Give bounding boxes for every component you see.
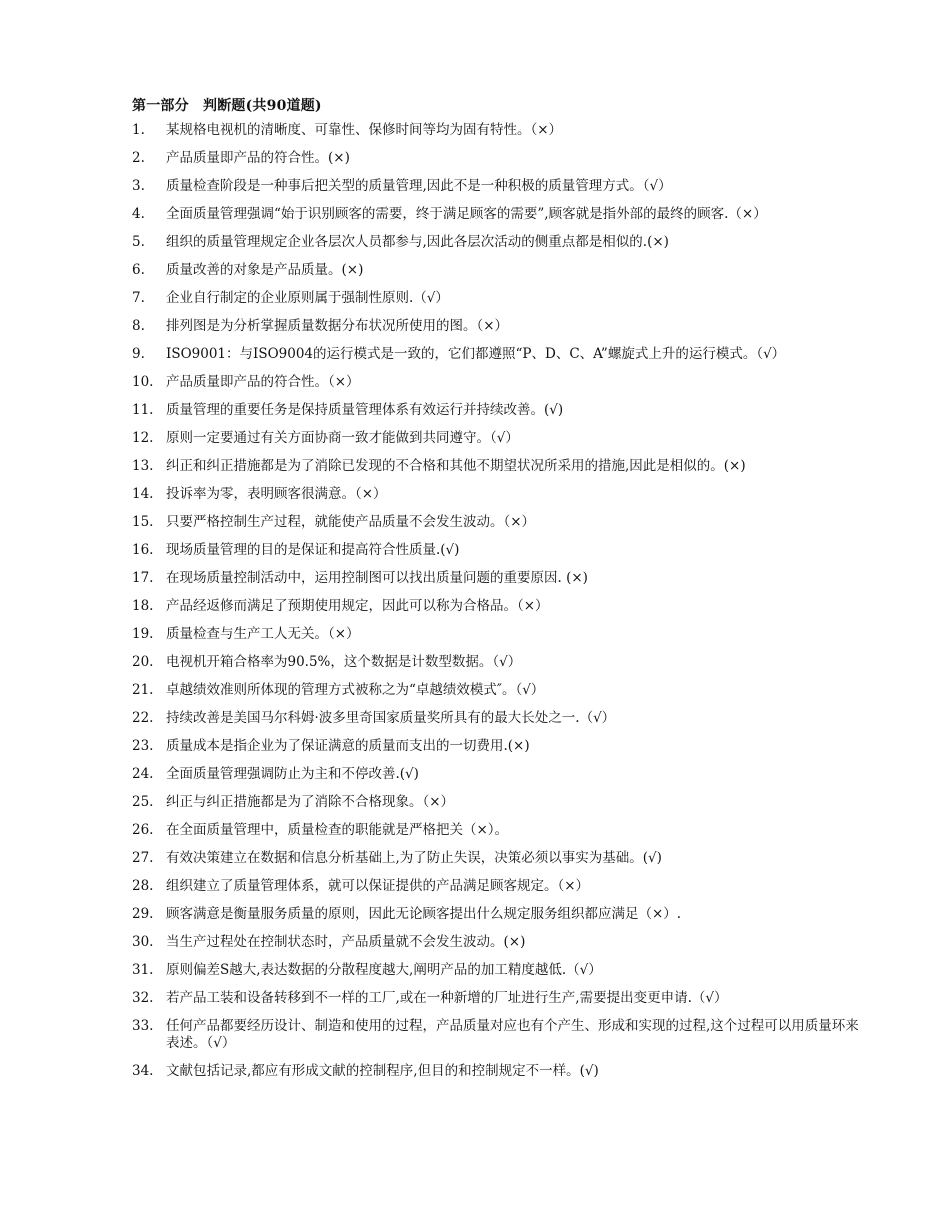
question-text: 原则偏差S越大,表达数据的分散程度越大,阐明产品的加工精度越低.（√） <box>166 962 602 978</box>
question-item <box>132 878 870 895</box>
question-item <box>132 514 870 531</box>
question-text: 质量成本是指企业为了保证满意的质量而支出的一切费用.(×) <box>166 738 530 754</box>
question-text: 顾客满意是衡量服务质量的原则，因此无论顾客提出什么规定服务组织都应满足（×）. <box>166 906 682 922</box>
question-text: 质量检查与生产工人无关。（×） <box>166 626 360 642</box>
question-number: 31. <box>132 962 154 978</box>
question-item <box>132 682 870 699</box>
question-text: 文献包括记录,都应有形成文献的控制程序,但目的和控制规定不一样。(√) <box>166 1063 599 1079</box>
question-number: 33. <box>132 1018 154 1034</box>
question-text: 质量管理的重要任务是保持质量管理体系有效运行并持续改善。(√) <box>166 402 564 418</box>
question-text: 某规格电视机的清晰度、可靠性、保修时间等均为固有特性。（×） <box>166 122 563 138</box>
question-text: 质量改善的对象是产品质量。(×) <box>166 262 364 278</box>
question-text: 组织建立了质量管理体系，就可以保证提供的产品满足顾客规定。（×） <box>166 878 590 894</box>
question-text: 原则一定要通过有关方面协商一致才能做到共同遵守。（√） <box>166 430 519 446</box>
question-text: 任何产品都要经历设计、制造和使用的过程，产品质量对应也有个产生、形成和实现的过程,这个过程可以用质量环来表述。（√） <box>166 1018 859 1051</box>
question-text: 当生产过程处在控制状态时，产品质量就不会发生波动。(×) <box>166 934 526 950</box>
question-text: 产品质量即产品的符合性。（×） <box>166 374 360 390</box>
question-number: 3. <box>132 178 145 194</box>
question-text: 卓越绩效准则所体现的管理方式被称之为“卓越绩效模式″。（√） <box>166 682 545 698</box>
question-text: 产品经返修而满足了预期使用规定，因此可以称为合格品。（×） <box>166 598 549 614</box>
question-item <box>132 458 870 475</box>
question-number: 8. <box>132 318 145 334</box>
question-text: 电视机开箱合格率为90.5%，这个数据是计数型数据。（√） <box>166 654 522 670</box>
question-text: ISO9001：与ISO9004的运行模式是一致的，它们都遵照“P、D、C、A”螺旋式上升的运行模式。（√） <box>166 346 786 362</box>
question-number: 22. <box>132 710 154 726</box>
question-text: 在现场质量控制活动中，运用控制图可以找出质量问题的重要原因. (×) <box>166 570 588 586</box>
question-number: 30. <box>132 934 154 950</box>
question-number: 11. <box>132 402 154 418</box>
question-number: 1. <box>132 122 145 138</box>
question-text: 全面质量管理强调防止为主和不停改善.(√) <box>166 766 419 782</box>
question-text: 在全面质量管理中，质量检查的职能就是严格把关（×）。 <box>166 822 509 838</box>
question-text: 产品质量即产品的符合性。(×) <box>166 150 350 166</box>
question-number: 7. <box>132 290 145 306</box>
question-text: 组织的质量管理规定企业各层次人员都参与,因此各层次活动的侧重点都是相似的.(×) <box>166 234 669 250</box>
question-text: 若产品工装和设备转移到不一样的工厂,或在一种新增的厂址进行生产,需要提出变更申请.（√） <box>166 990 728 1006</box>
question-text: 纠正与纠正措施都是为了消除不合格现象。（×） <box>166 794 455 810</box>
question-text: 持续改善是美国马尔科姆·波多里奇国家质量奖所具有的最大长处之一.（√） <box>166 710 616 726</box>
question-item <box>132 486 870 503</box>
question-item <box>132 234 870 251</box>
question-number: 19. <box>132 626 154 642</box>
question-item <box>132 626 870 643</box>
question-number: 29. <box>132 906 154 922</box>
question-item <box>132 346 870 363</box>
question-item <box>132 962 870 979</box>
question-text: 只要严格控制生产过程，就能使产品质量不会发生波动。（×） <box>166 514 536 530</box>
question-item <box>132 570 870 587</box>
question-item <box>132 542 870 559</box>
question-item <box>132 990 870 1007</box>
question-item <box>132 1018 870 1052</box>
question-text: 纠正和纠正措施都是为了消除已发现的不合格和其他不期望状况所采用的措施,因此是相似的。(×) <box>166 458 746 474</box>
question-text: 企业自行制定的企业原则属于强制性原则.（√） <box>166 290 449 306</box>
question-text: 投诉率为零，表明顾客很满意。（×） <box>166 486 387 502</box>
question-item <box>132 1063 870 1080</box>
question-item <box>132 738 870 755</box>
question-item <box>132 598 870 615</box>
question-item <box>132 794 870 811</box>
question-item <box>132 710 870 727</box>
question-text: 质量检查阶段是一种事后把关型的质量管理,因此不是一种积极的质量管理方式。（√） <box>166 178 672 194</box>
question-number: 32. <box>132 990 154 1006</box>
question-number: 26. <box>132 822 154 838</box>
question-item <box>132 906 870 923</box>
question-number: 15. <box>132 514 154 530</box>
question-number: 10. <box>132 374 154 390</box>
question-number: 12. <box>132 430 154 446</box>
question-list <box>132 122 870 1080</box>
question-text: 排列图是为分析掌握质量数据分布状况所使用的图。（×） <box>166 318 509 334</box>
question-item <box>132 822 870 839</box>
question-item <box>132 402 870 419</box>
question-item <box>132 262 870 279</box>
question-number: 34. <box>132 1063 154 1079</box>
question-item <box>132 374 870 391</box>
question-number: 27. <box>132 850 154 866</box>
question-item <box>132 850 870 867</box>
question-number: 28. <box>132 878 154 894</box>
question-number: 23. <box>132 738 154 754</box>
question-text: 现场质量管理的目的是保证和提高符合性质量.(√) <box>166 542 460 558</box>
question-number: 14. <box>132 486 154 502</box>
question-item <box>132 766 870 783</box>
question-item <box>132 430 870 447</box>
question-number: 2. <box>132 150 145 166</box>
question-item <box>132 318 870 335</box>
question-number: 25. <box>132 794 154 810</box>
question-number: 16. <box>132 542 154 558</box>
question-item <box>132 178 870 195</box>
question-item <box>132 290 870 307</box>
question-text: 全面质量管理强调“始于识别顾客的需要，终于满足顾客的需要”,顾客就是指外部的最终的顾客.（×） <box>166 206 767 222</box>
question-number: 4. <box>132 206 145 222</box>
question-number: 17. <box>132 570 154 586</box>
question-number: 24. <box>132 766 154 782</box>
question-item <box>132 122 870 139</box>
question-number: 13. <box>132 458 154 474</box>
question-item <box>132 934 870 951</box>
question-text: 有效决策建立在数据和信息分析基础上,为了防止失误，决策必须以事实为基础。(√) <box>166 850 662 866</box>
question-number: 20. <box>132 654 154 670</box>
question-number: 18. <box>132 598 154 614</box>
question-number: 9. <box>132 346 145 362</box>
question-item <box>132 150 870 167</box>
section-title: 第一部分 判断题(共90道题) <box>132 98 322 114</box>
question-number: 21. <box>132 682 154 698</box>
question-number: 5. <box>132 234 145 250</box>
question-item <box>132 654 870 671</box>
question-item <box>132 206 870 223</box>
question-number: 6. <box>132 262 145 278</box>
